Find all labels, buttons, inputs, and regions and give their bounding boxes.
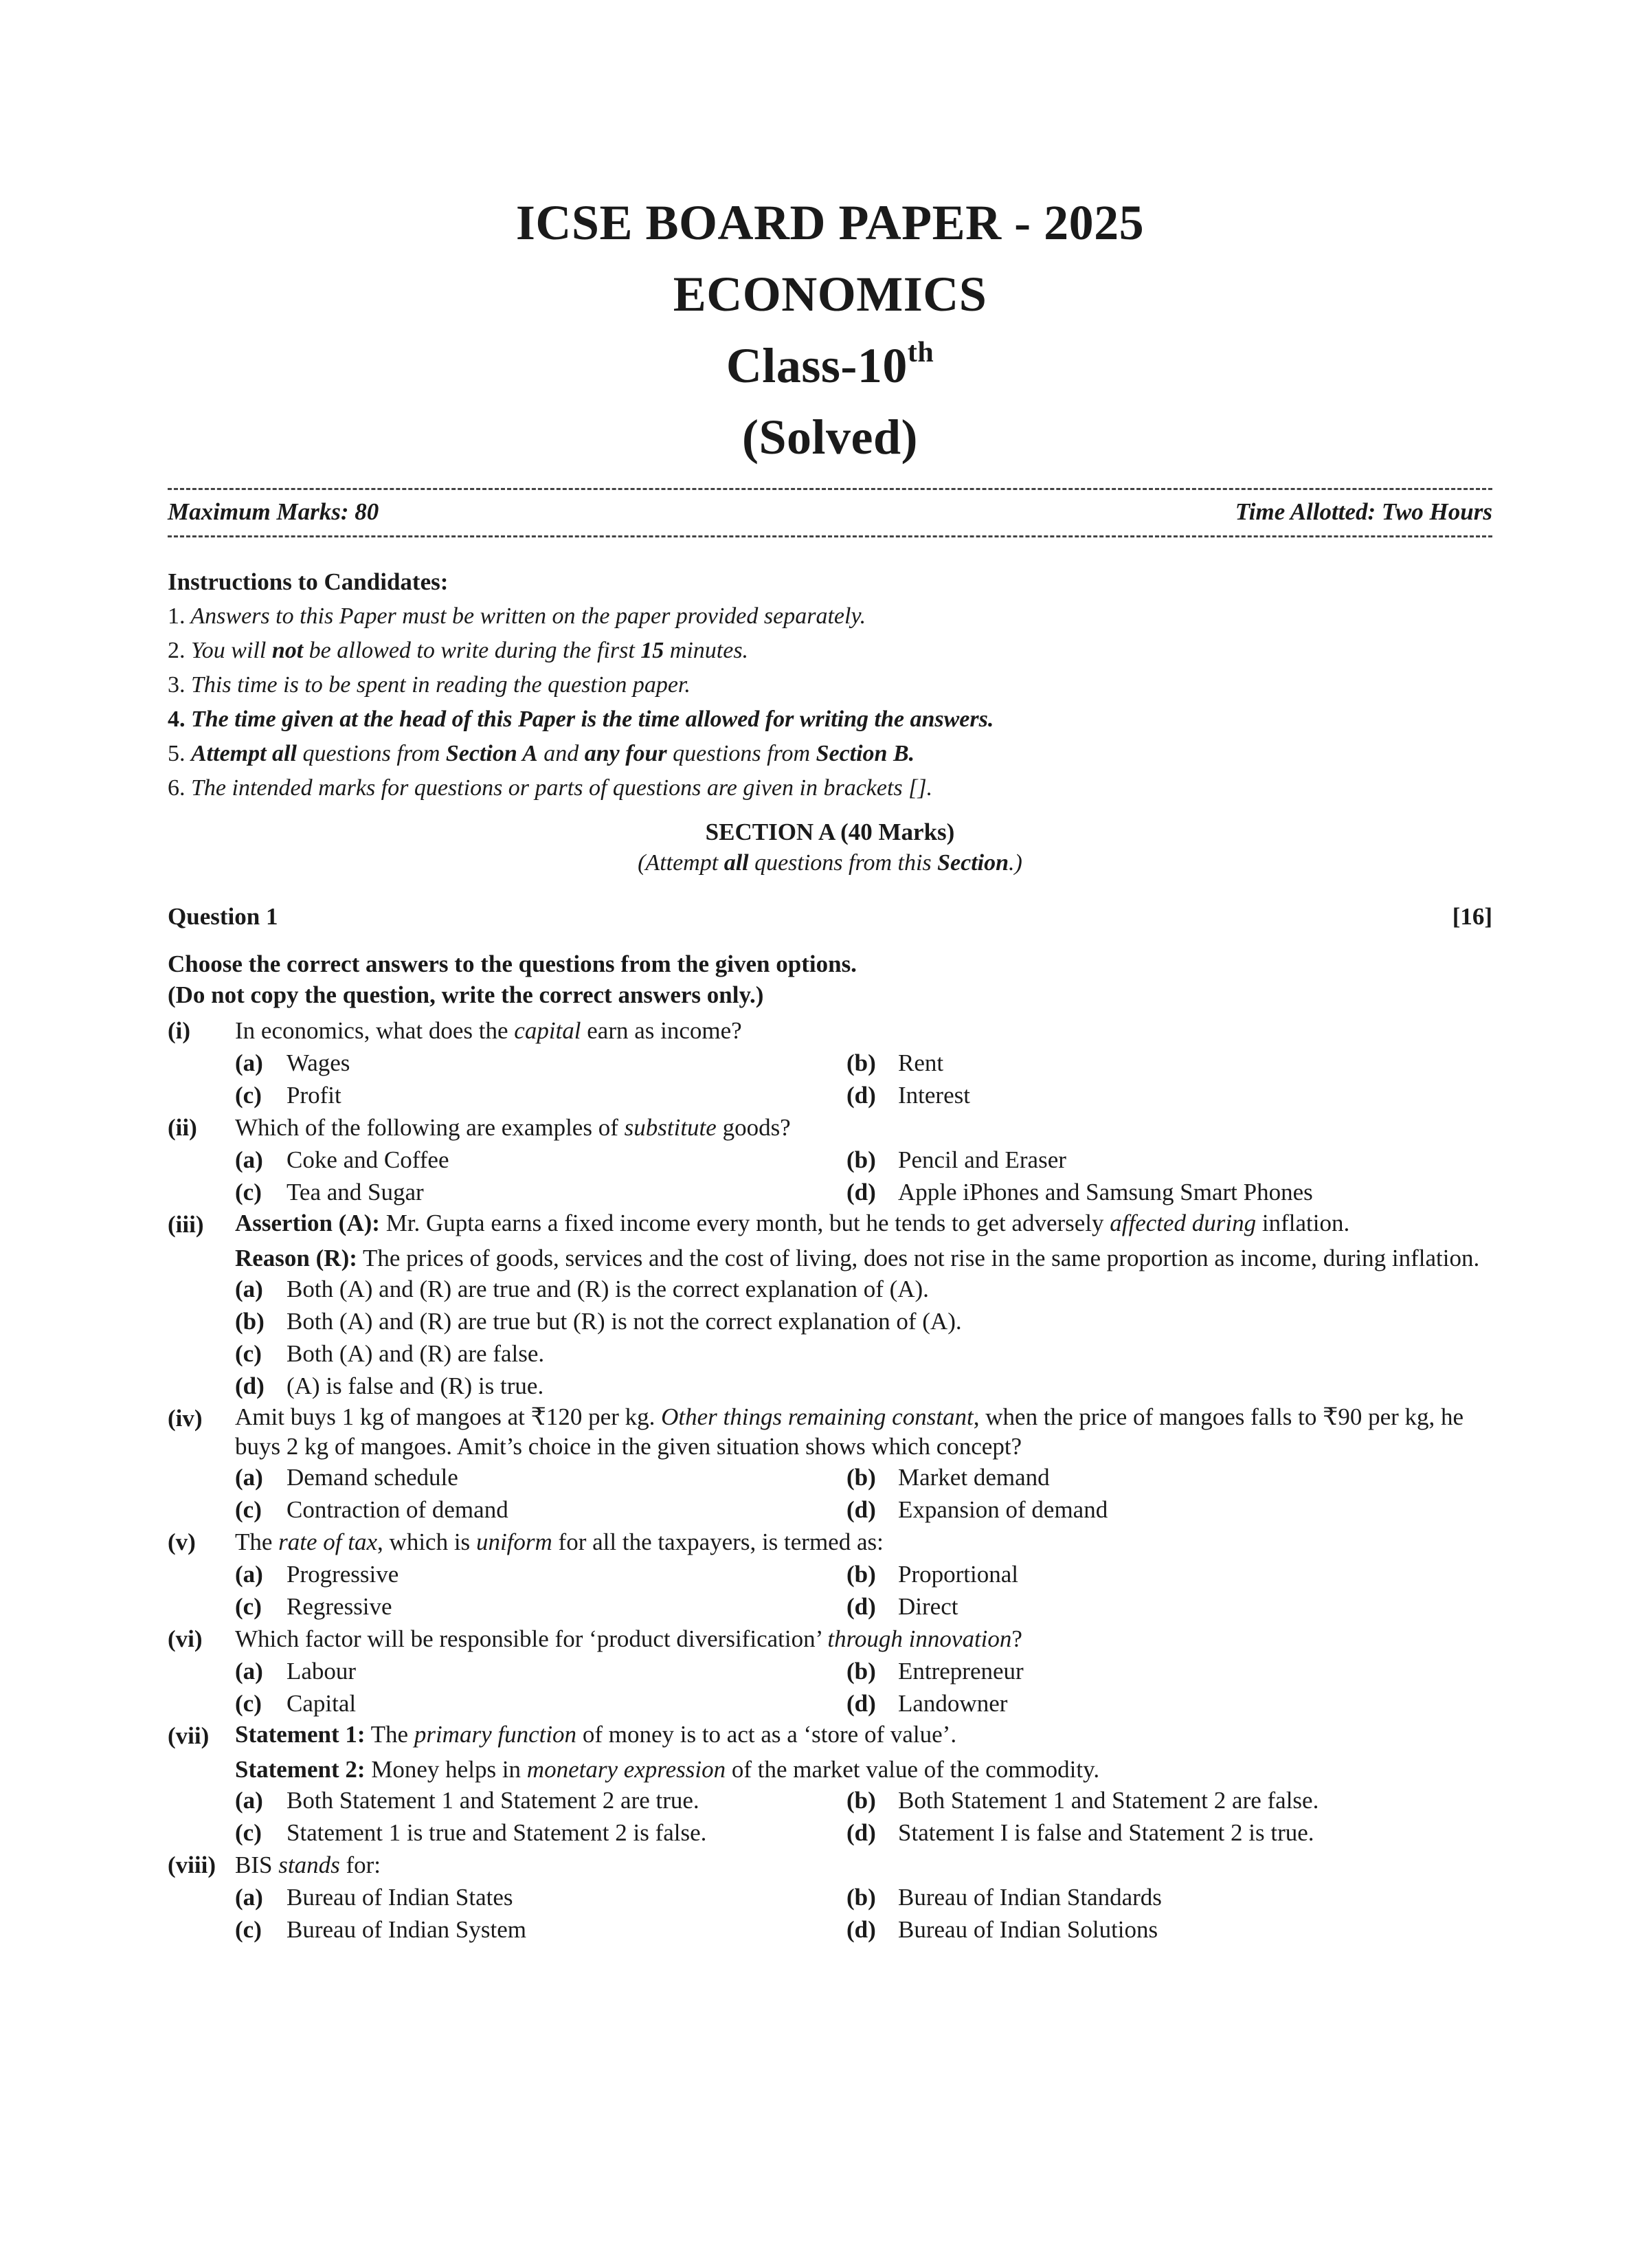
option-a: (a) Both (A) and (R) are true and (R) is the correct explanation of (A). (235, 1276, 929, 1302)
option-c: (c) Bureau of Indian System (235, 1916, 526, 1943)
title-block (168, 187, 1492, 473)
option-b: (b) Bureau of Indian Standards (846, 1884, 1162, 1911)
class-title (168, 330, 1492, 401)
question-vii: (vii) Statement 1: The primary function of money is to act as a ‘store of value’. Statement 2: Money helps in monetary expression of the market value of the commodity. (a) Both Statement 1 and Statement 2 are true. (b) Both Statement 1 and Statement 2 are false. (c) Statement 1 is true and Statement 2 is false. (d) Statement I is false and Statement 2 is true. (168, 1720, 1492, 1849)
option-a: (a) Bureau of Indian States (235, 1884, 513, 1911)
instruction-item: 3. This time is to be spent in reading the question paper. (168, 672, 691, 698)
option-a: (a) Coke and Coffee (235, 1146, 449, 1173)
option-c: (c) Both (A) and (R) are false. (235, 1340, 545, 1367)
question-ii: (ii) Which of the following are examples of substitute goods? (a) Coke and Coffee (b) Pencil and Eraser (c) Tea and Sugar (d) Apple iPhones and Samsung Smart Phones (168, 1111, 1492, 1208)
option-b: (b) Rent (846, 1049, 944, 1076)
instruction-item: 1. Answers to this Paper must be written on the paper provided separately. (168, 603, 866, 629)
instruction-item: 2. You will not be allowed to write during the first 15 minutes. (168, 638, 749, 663)
option-d: (d) Apple iPhones and Samsung Smart Phones (846, 1179, 1313, 1205)
instructions-heading: Instructions to Candidates: (168, 568, 449, 595)
marks-row (168, 490, 1492, 535)
instruction-item: 6. The intended marks for questions or parts of questions are given in brackets []. (168, 775, 933, 801)
question-iii: (iii) Assertion (A): Mr. Gupta earns a fixed income every month, but he tends to get adversely affected during inflation. Reason (R): The prices of goods, services and the cost of living, does not rise in the same proportion as income, during inflation. (a) Both (A) and (R) are true and (R) is the correct explanation of (A). (b) Both (A) and (R) are true but (R) is not the correct explanation of (A). (c) Both (A) and (R) are false. (d) (A) is false and (R) is true. (168, 1208, 1492, 1402)
time-allotted: Time Allotted: Two Hours (1235, 498, 1492, 525)
option-b: (b) Pencil and Eraser (846, 1146, 1066, 1173)
option-a: (a) Progressive (235, 1561, 399, 1588)
option-b: (b) Proportional (846, 1561, 1018, 1588)
question-text: BIS stands for: (235, 1852, 381, 1878)
option-d: (d) Interest (846, 1082, 970, 1109)
question-viii: (viii) BIS stands for: (a) Bureau of Indian States (b) Bureau of Indian Standards (c) Bureau of Indian System (d) Bureau of Indian Solutions (168, 1849, 1492, 1946)
exam-page (168, 0, 1492, 1946)
option-d: (d) Expansion of demand (846, 1496, 1108, 1523)
instruction-item: 4. The time given at the head of this Paper is the time allowed for writing the answers. (168, 707, 994, 732)
divider-bottom (168, 535, 1492, 537)
option-c: (c) Regressive (235, 1593, 392, 1620)
question-instructions: Choose the correct answers to the questions from the given options. (Do not copy the question, write the correct answers only.) (168, 950, 857, 1008)
assertion: Assertion (A): Mr. Gupta earns a fixed income every month, but he tends to get adversely affected during inflation. (235, 1210, 1350, 1236)
option-d: (d) (A) is false and (R) is true. (235, 1372, 544, 1399)
question-text: The rate of tax, which is uniform for all the taxpayers, is termed as: (235, 1528, 884, 1555)
option-a: (a) Demand schedule (235, 1464, 458, 1491)
option-d: (d) Direct (846, 1593, 958, 1620)
option-c: (c) Contraction of demand (235, 1496, 508, 1523)
statement-2: Statement 2: Money helps in monetary expression of the market value of the commodity. (235, 1756, 1100, 1783)
section-a-subheading: (Attempt all questions from this Section.) (638, 850, 1022, 876)
statement-1: Statement 1: The primary function of money is to act as a ‘store of value’. (235, 1721, 957, 1748)
question-i: (i) In economics, what does the capital earn as income? (a) Wages (b) Rent (c) Profit (d) Interest (168, 1014, 1492, 1111)
solved-title: (Solved) (742, 410, 918, 465)
max-marks: Maximum Marks: 80 (168, 498, 379, 525)
question-text: Which of the following are examples of substitute goods? (235, 1114, 791, 1141)
question-1-header (168, 903, 1492, 931)
question-label: Question 1 (168, 903, 278, 930)
question-v: (v) The rate of tax, which is uniform for all the taxpayers, is termed as: (a) Progressive (b) Proportional (c) Regressive (d) Direct (168, 1526, 1492, 1623)
question-vi: (vi) Which factor will be responsible for ‘product diversification’ through innovation? (a) Labour (b) Entrepreneur (c) Capital (d) Landowner (168, 1623, 1492, 1720)
question-marks: [16] (1452, 903, 1492, 930)
option-c: (c) Statement 1 is true and Statement 2 is false. (235, 1819, 707, 1846)
option-c: (c) Tea and Sugar (235, 1179, 424, 1205)
option-d: (d) Landowner (846, 1690, 1008, 1717)
option-b: (b) Both Statement 1 and Statement 2 are false. (846, 1787, 1319, 1814)
option-b: (b) Both (A) and (R) are true but (R) is not the correct explanation of (A). (235, 1308, 962, 1335)
option-a: (a) Labour (235, 1658, 357, 1685)
instruction-item: 5. Attempt all questions from Section A and any four questions from Section B. (168, 741, 915, 766)
option-a: (a) Both Statement 1 and Statement 2 are true. (235, 1787, 699, 1814)
question-iv: (iv) Amit buys 1 kg of mangoes at ₹120 per kg. Other things remaining constant, when the price of mangoes falls to ₹90 per kg, he buys 2 kg of mangoes. Amit’s choice in the given situation shows which concept? (a) Demand schedule (b) Market demand (c) Contraction of demand (d) Expansion of demand (168, 1402, 1492, 1526)
option-d: (d) Bureau of Indian Solutions (846, 1916, 1158, 1943)
question-text: Amit buys 1 kg of mangoes at ₹120 per kg. Other things remaining constant, when the price of mangoes falls to ₹90 per kg, he buys 2 kg of mangoes. Amit’s choice in the given situation shows which concept? (235, 1403, 1464, 1460)
reason: Reason (R): The prices of goods, services and the cost of living, does not rise in the same proportion as income, during inflation. (235, 1245, 1480, 1271)
class-suffix: th (907, 337, 934, 368)
board-title: ICSE BOARD PAPER - 2025 (515, 195, 1145, 250)
option-c: (c) Profit (235, 1082, 341, 1109)
option-b: (b) Market demand (846, 1464, 1050, 1491)
question-text: Which factor will be responsible for ‘product diversification’ through innovation? (235, 1625, 1022, 1652)
option-b: (b) Entrepreneur (846, 1658, 1024, 1685)
subject-title: ECONOMICS (673, 267, 987, 322)
option-d: (d) Statement I is false and Statement 2 is true. (846, 1819, 1314, 1846)
class-text: Class-10 (726, 338, 908, 393)
section-a-heading: SECTION A (40 Marks) (705, 819, 955, 845)
option-c: (c) Capital (235, 1690, 357, 1717)
instructions (168, 565, 1492, 805)
option-a: (a) Wages (235, 1049, 350, 1076)
question-text: In economics, what does the capital earn as income? (235, 1017, 742, 1044)
